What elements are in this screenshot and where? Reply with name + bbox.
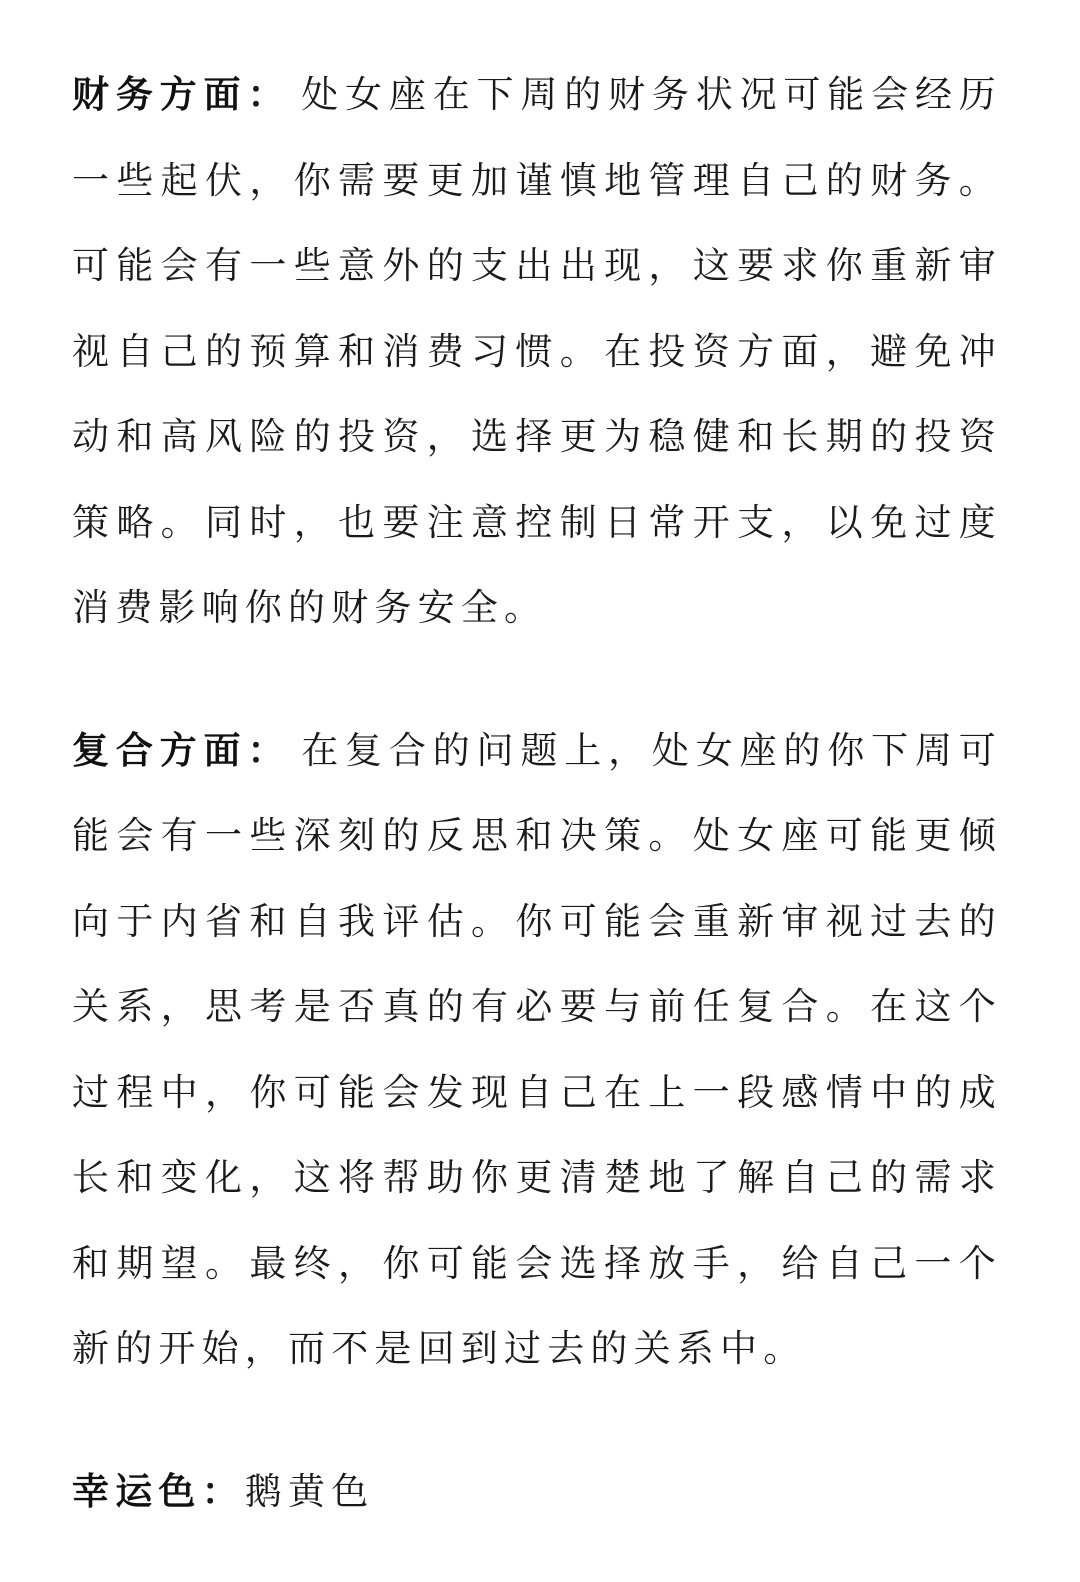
lucky-color-text: 鹅黄色 [244,1469,375,1513]
reunion-text: 在复合的问题上，处女座的你下周可能会有一些深刻的反思和决策。处女座可能更倾向于内省和自我评估。你可能会重新审视过去的关系，思考是否真的有必要与前任复合。在这个过程中，你可能会发现自己在上一段感情中的成长和变化，这将帮助你更清楚地了解自己的需求和期望。最终，你可能会选择放手，给自己一个新的开始，而不是回到过去的关系中。 [72,728,1002,1370]
finance-label: 财务方面 [72,73,248,116]
horoscope-article [72,52,1002,1534]
finance-colon: ： [247,73,292,116]
reunion-colon: ： [247,728,292,772]
lucky-color-colon: ： [201,1469,245,1513]
lucky-color-paragraph [72,1449,1002,1535]
lucky-color-label: 幸运色 [72,1469,202,1513]
reunion-paragraph [72,708,1002,1392]
finance-paragraph [72,52,1002,651]
reunion-label: 复合方面 [72,728,248,772]
finance-text: 处女座在下周的财务状况可能会经历一些起伏，你需要更加谨慎地管理自己的财务。可能会有一些意外的支出出现，这要求你重新审视自己的预算和消费习惯。在投资方面，避免冲动和高风险的投资，选择更为稳健和长期的投资策略。同时，也要注意控制日常开支，以免过度消费影响你的财务安全。 [72,73,1002,629]
